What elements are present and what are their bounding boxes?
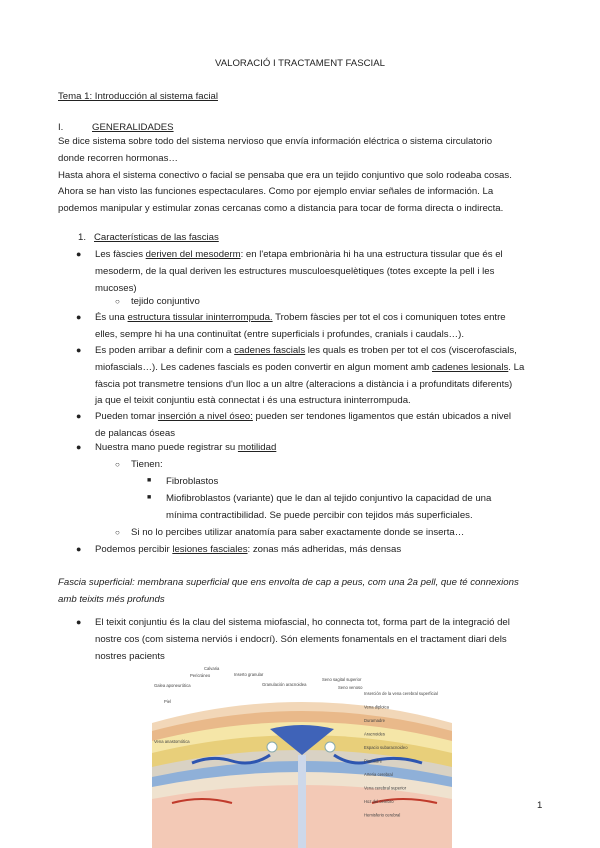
bullet-dot: ● (76, 345, 82, 355)
figure-label-left: Piel (164, 699, 171, 704)
circle-bullet: ○ (115, 297, 120, 306)
bullet-dot: ● (76, 544, 82, 554)
list-item: Es poden arribar a definir com a cadenes fascials les quals es troben per tot el cos (viscerofascials, miofascials…). Les cadenes fascials es poden convertir en algun moment amb cadenes lesionals. La fàscia pot transmetre tensions d'un lloc a un altre (alteracions a distància i a profunditats diferents) ja que el teixit conjuntiu està connectat i és una estructura ininterrompuda. (95, 345, 525, 407)
figure-label-left: Galea aponeurótica (154, 683, 191, 688)
subsub-list-item: Miofibroblastos (variante) que le dan al tejido conjuntivo la capacidad de una mínima contractibilidad. Se puede percibir con tejidos más superficiales. (166, 493, 492, 521)
figure-label-right: Inserción de la vena cerebral superficial (364, 691, 438, 696)
circle-bullet: ○ (115, 528, 120, 537)
document-title: VALORACIÓ I TRACTAMENT FASCIAL (215, 58, 385, 69)
sub-list-item: Si no lo percibes utilizar anatomía para saber exactamente donde se inserta… (131, 527, 465, 538)
circle-bullet: ○ (115, 460, 120, 469)
list-item: Les fàscies deriven del mesoderm: en l'etapa embrionària hi ha una estructura tissular que és el mesoderm, de la qual deriven les estructures musculoesquelètiques (totes excepte la pell i les mucoses) (95, 249, 503, 294)
intro-line: donde recorren hormonas… (58, 152, 178, 164)
list-item: Nuestra mano puede registrar su motilidad (95, 442, 277, 453)
figure-label-top: Seno sagital superior (322, 677, 362, 682)
sub-list-item: Tienen: (131, 459, 163, 470)
underlined-term: motilidad (237, 442, 277, 453)
underlined-term: lesiones fasciales (172, 544, 248, 555)
square-bullet: ■ (147, 477, 152, 484)
list-item: El teixit conjuntiu és la clau del sistema miofascial, ho connecta tot, forma part de la integració del nostre cos (com sistema nerviós i endocrí). Són elements fonamentals en el tractament diari dels nostres pacients (95, 617, 510, 662)
subsection-title: Características de las fascias (94, 232, 219, 243)
figure-label-right: Vena diploica (364, 704, 389, 710)
bullet-dot: ● (76, 249, 82, 259)
square-bullet: ■ (147, 494, 152, 501)
intro-line: Ahora se han visto las funciones espectaculares. Como por ejemplo enviar señales de información. La (58, 186, 494, 198)
intro-paragraph (58, 134, 542, 218)
intro-line: podemos manipular y estimular zonas cercanas como a distancia para tocar de forma directa o indirecta. (58, 203, 504, 215)
list-item: És una estructura tissular ininterrompuda. Trobem fàscies per tot el cos i comuniquen totes entre elles, sempre hi ha una continuïtat (entre superficials i profundes, cranials i caudals…). (95, 312, 506, 340)
underlined-term: cadenes lesionals (432, 361, 509, 373)
subsection-number: 1. (78, 232, 87, 243)
figure-label-right: Vena cerebral superior (364, 785, 407, 791)
figure-label-left: Vena anastomótica (154, 739, 190, 744)
anatomy-figure (152, 663, 452, 848)
figure-label-right: Duramadre (364, 718, 385, 723)
bullet-dot: ● (76, 442, 82, 452)
subsection-heading (78, 232, 219, 243)
section-title: GENERALIDADES (92, 122, 174, 133)
figure-label-left: Pericráneo (190, 673, 211, 678)
underlined-term: cadenes fascials (234, 345, 306, 356)
bullet-dot: ● (76, 411, 82, 421)
intro-line: Se dice sistema sobre todo del sistema nervioso que envía información eléctrica o sistema circulatorio (58, 136, 493, 147)
underlined-term: deriven del mesoderm (145, 249, 241, 260)
section-number: I. (58, 122, 64, 133)
figure-label-left: Calvaria (204, 666, 220, 671)
list-item: Pueden tomar inserción a nivel óseo: pueden ser tendones ligamentos que están ubicados a nivel de palancas óseas (95, 411, 512, 439)
figure-label-right: Arteria cerebral (364, 772, 393, 777)
tema-heading: Tema 1: Introducción al sistema facial (58, 91, 218, 102)
intro-line: Hasta ahora el sistema conectivo o facial se pensaba que era un tejido conjuntivo que solo rodeaba cosas. (58, 169, 512, 181)
figure-label-top: Granulación aracnoidea (262, 682, 307, 687)
section-heading (58, 122, 174, 133)
figure-label-right: Espacio subaracnoideo (364, 745, 408, 750)
underlined-term: inserción a nivel óseo: (157, 411, 253, 422)
definition-paragraph: Fascia superficial: membrana superficial que ens envolta de cap a peus, com una 2a pell, que té connexions amb teixits més profunds (58, 577, 519, 605)
figure-label-right: Piamadre (364, 758, 382, 764)
bullet-dot: ● (76, 617, 82, 627)
list-item: Podemos percibir lesiones fasciales: zonas más adheridas, más densas (95, 544, 402, 555)
figure-label-right: Aracnoides (364, 731, 385, 737)
figure-label-right: Hoz del cerebro (364, 799, 394, 804)
page-number: 1 (537, 800, 543, 811)
sub-list-item: tejido conjuntivo (131, 296, 200, 307)
figure-label-top: Inserto granular (234, 672, 264, 677)
figure-label-top: Seno venoso (338, 685, 363, 690)
bullet-dot: ● (76, 312, 82, 322)
underlined-term: estructura tissular ininterrompuda. (127, 312, 273, 323)
figure-label-right: Hemisferio cerebral (364, 812, 401, 818)
subsub-list-item: Fibroblastos (166, 476, 219, 487)
